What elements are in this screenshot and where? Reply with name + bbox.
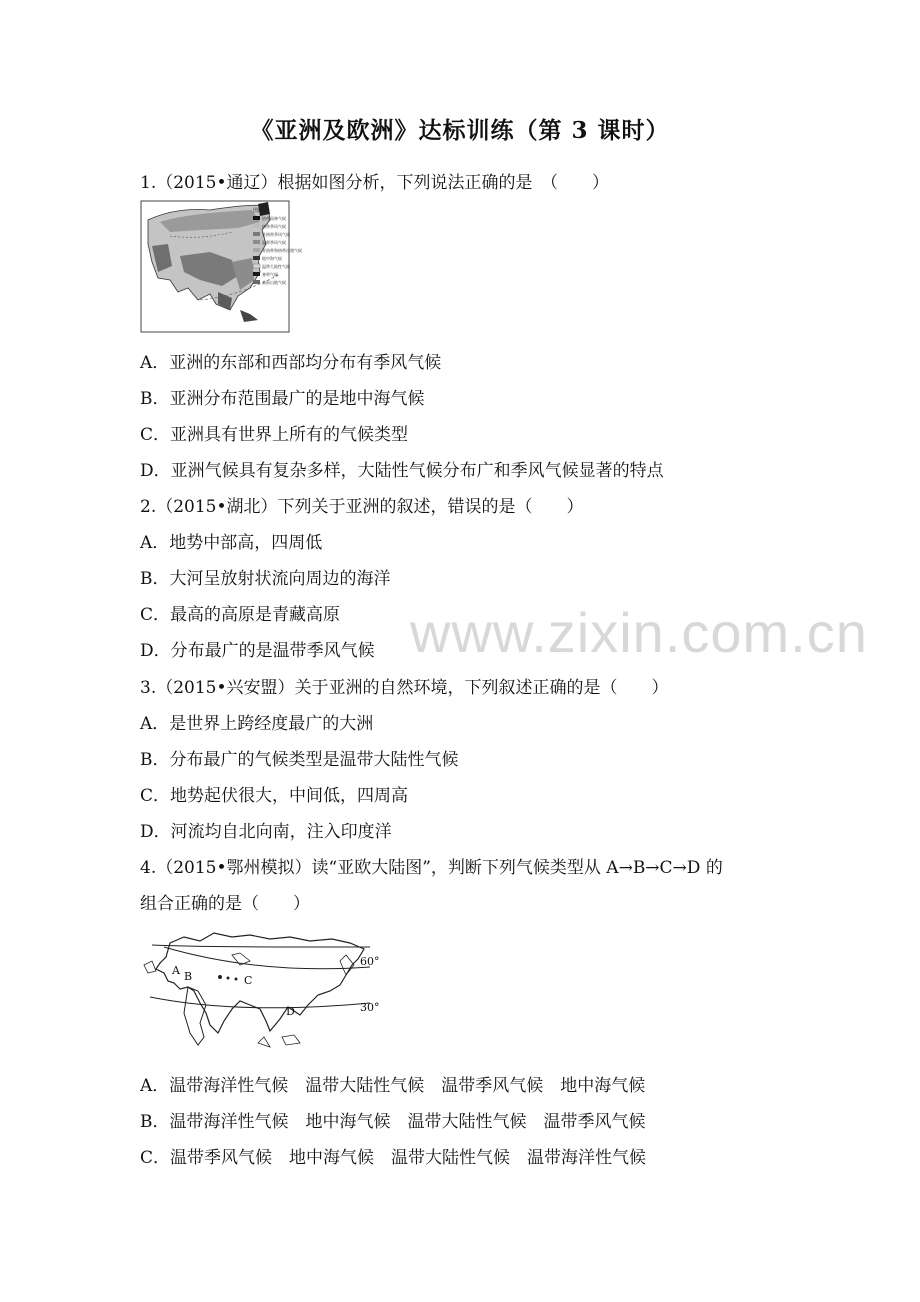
question-2-option-a[interactable]: A．地势中部高，四周低 [140,533,323,553]
watermark: www.zixin.com.cn [410,601,868,664]
svg-text:亚热带季风气候: 亚热带季风气候 [262,232,290,237]
page-title: 《亚洲及欧洲》达标训练（第 3 课时） [250,117,670,144]
map-label-c: C [244,974,253,987]
question-3-option-a[interactable]: A．是世界上跨经度最广的大洲 [140,714,374,734]
question-4-option-b[interactable]: B．温带海洋性气候 地中海气候 温带大陆性气候 温带季风气候 [140,1112,646,1132]
question-3-stem: 3.（2015•兴安盟）关于亚洲的自然环境，下列叙述正确的是（ ） [140,678,669,698]
map-label-a: A [172,964,180,977]
svg-text:热带季风气候: 热带季风气候 [262,224,286,229]
svg-text:温带大陆性气候: 温带大陆性气候 [262,264,290,269]
latitude-30-label: 30° [360,1001,380,1014]
asia-climate-map [140,200,302,333]
question-1-option-b[interactable]: B．亚洲分布范围最广的是地中海气候 [140,389,425,409]
map-label-d: D [286,1005,295,1018]
question-4-option-c[interactable]: C．温带季风气候 地中海气候 温带大陆性气候 温带海洋性气候 [140,1148,647,1168]
question-2-option-d[interactable]: D．分布最广的是温带季风气候 [140,641,375,661]
map-label-b: B [184,970,193,983]
question-1-option-d[interactable]: D．亚洲气候具有复杂多样，大陆性气候分布广和季风气候显著的特点 [140,461,664,481]
question-2-option-c[interactable]: C．最高的高原是青藏高原 [140,605,341,625]
question-3-option-d[interactable]: D．河流均自北向南，注入印度洋 [140,822,392,842]
svg-text:温带季风气候: 温带季风气候 [262,240,286,245]
latitude-60-label: 60° [360,955,380,968]
svg-text:寒带气候: 寒带气候 [262,272,278,277]
eurasia-map [140,925,390,1055]
question-1-stem: 1.（2015•通辽）根据如图分析，下列说法正确的是 （ ） [140,173,610,193]
question-1-option-a[interactable]: A．亚洲的东部和西部均分布有季风气候 [140,353,442,373]
svg-text:热带雨林气候: 热带雨林气候 [262,216,286,221]
question-2-stem: 2.（2015•湖北）下列关于亚洲的叙述，错误的是（ ） [140,497,584,517]
question-1-option-c[interactable]: C．亚洲具有世界上所有的气候类型 [140,425,409,445]
svg-text:高原山地气候: 高原山地气候 [262,280,286,285]
question-4-stem: 4.（2015•鄂州模拟）读“亚欧大陆图”，判断下列气候类型从 A→B→C→D 的 [140,858,723,878]
question-4-option-a[interactable]: A．温带海洋性气候 温带大陆性气候 温带季风气候 地中海气候 [140,1076,646,1096]
svg-text:亚热带和热带沙漠气候: 亚热带和热带沙漠气候 [262,248,302,253]
question-3-option-c[interactable]: C．地势起伏很大，中间低，四周高 [140,786,409,806]
svg-text:地中海气候: 地中海气候 [262,256,282,261]
question-4-stem-cont: 组合正确的是（ ） [140,894,310,914]
legend-title: 图例 [253,208,264,214]
question-3-option-b[interactable]: B．分布最广的气候类型是温带大陆性气候 [140,750,459,770]
question-2-option-b[interactable]: B．大河呈放射状流向周边的海洋 [140,569,391,589]
